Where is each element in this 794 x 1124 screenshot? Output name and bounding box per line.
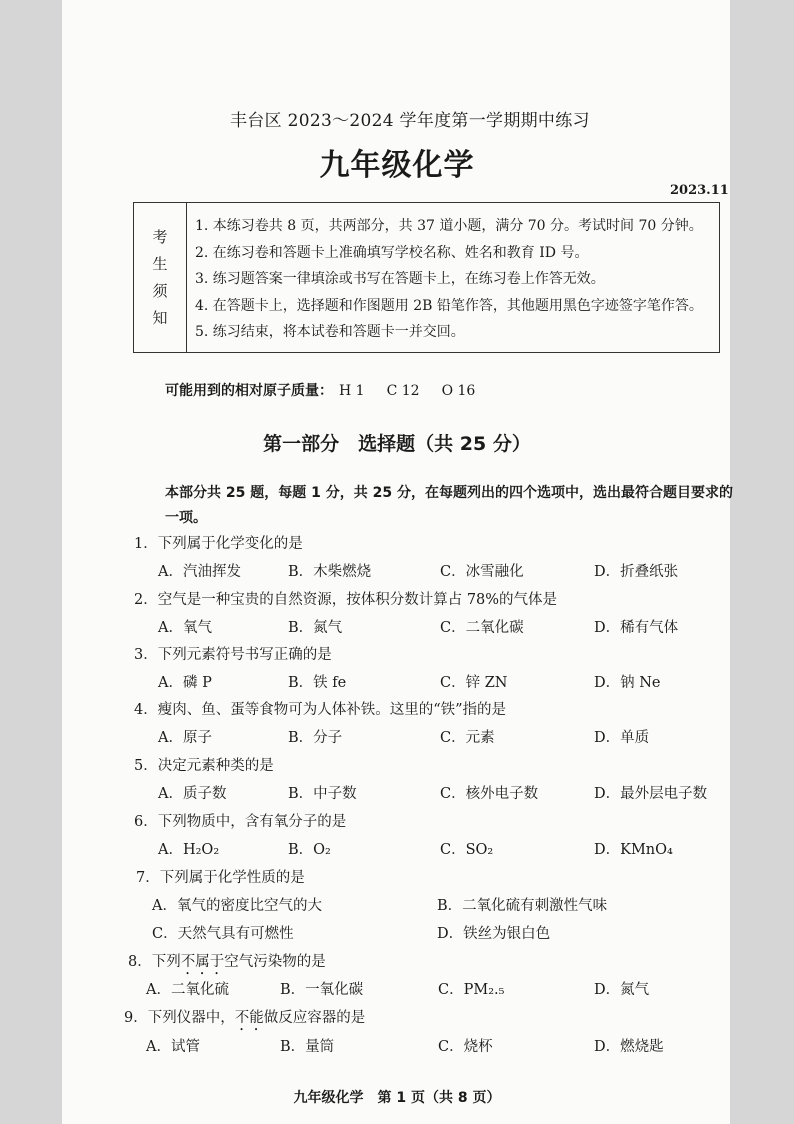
option-a: A．试管 bbox=[146, 1039, 200, 1055]
stem-text: 空气污染物的是 bbox=[224, 954, 326, 970]
exam-title: 九年级化学 bbox=[319, 148, 475, 183]
option-d: D．铁丝为银白色 bbox=[437, 926, 551, 942]
option-a: A．磷 P bbox=[158, 675, 212, 691]
option-c: C．天然气具有可燃性 bbox=[152, 926, 294, 942]
notice-label-char: 生 bbox=[152, 254, 168, 273]
question-stem bbox=[128, 950, 326, 978]
notice-label-char: 知 bbox=[152, 308, 168, 327]
question-stem: 2．空气是一种宝贵的自然资源，按体积分数计算占 78%的气体是 bbox=[134, 592, 558, 608]
part-instructions bbox=[133, 481, 733, 531]
option-c: C．SO₂ bbox=[440, 842, 494, 858]
atomic-mass-value: O 16 bbox=[441, 383, 476, 399]
option-d: D．氮气 bbox=[594, 982, 650, 998]
stem-text: 9．下列仪器中， bbox=[124, 1010, 235, 1026]
atomic-mass-label: 可能用到的相对原子质量： bbox=[165, 383, 333, 399]
option-c: C．冰雪融化 bbox=[440, 564, 524, 580]
question-stem: 1．下列属于化学变化的是 bbox=[134, 536, 303, 552]
option-b: B．中子数 bbox=[288, 786, 357, 802]
notice-item: 2. 在练习卷和答题卡上准确填写学校名称、姓名和教育 ID 号。 bbox=[195, 244, 589, 261]
atomic-mass-value: C 12 bbox=[386, 383, 420, 399]
question-stem: 6．下列物质中，含有氧分子的是 bbox=[134, 814, 347, 830]
option-a: A．原子 bbox=[158, 730, 212, 746]
page-footer: 九年级化学 第 1 页（共 8 页） bbox=[293, 1090, 501, 1106]
option-a: A．汽油挥发 bbox=[158, 564, 241, 580]
option-d: D．燃烧匙 bbox=[594, 1039, 664, 1055]
notice-label-char: 须 bbox=[152, 281, 168, 300]
question-stem bbox=[124, 1006, 365, 1034]
option-d: D．稀有气体 bbox=[594, 620, 679, 636]
notice-item: 5. 练习结束，将本试卷和答题卡一并交回。 bbox=[195, 324, 465, 340]
question-stem: 7．下列属于化学性质的是 bbox=[136, 870, 305, 886]
option-a: A．质子数 bbox=[158, 786, 227, 802]
stem-emphasis: 不能 bbox=[234, 1010, 264, 1026]
option-c: C．核外电子数 bbox=[440, 786, 539, 802]
option-b: B．一氧化碳 bbox=[280, 982, 364, 998]
question-stem: 3．下列元素符号书写正确的是 bbox=[134, 647, 332, 663]
exam-subtitle: 丰台区 2023～2024 学年度第一学期期中练习 bbox=[230, 111, 590, 131]
option-b: B．二氧化硫有刺激性气味 bbox=[437, 898, 608, 914]
atomic-mass-line bbox=[165, 380, 475, 400]
option-c: C．锌 ZN bbox=[440, 675, 508, 691]
option-a: A．氧气 bbox=[158, 620, 212, 636]
notice-label-char: 考 bbox=[152, 227, 168, 246]
option-b: B．分子 bbox=[288, 730, 343, 746]
option-b: B．量筒 bbox=[280, 1039, 335, 1055]
option-d: D．KMnO₄ bbox=[594, 842, 673, 858]
notice-list bbox=[187, 203, 703, 352]
notice-label bbox=[134, 203, 187, 352]
option-a: A．H₂O₂ bbox=[158, 842, 220, 858]
question-stem: 5．决定元素种类的是 bbox=[134, 758, 274, 774]
option-b: B．木柴燃烧 bbox=[288, 564, 372, 580]
part-instructions-text: 本部分共 25 题，每题 1 分，共 25 分，在每题列出的四个选项中，选出最符合题目要求的一项。 bbox=[165, 485, 733, 526]
option-d: D．折叠纸张 bbox=[594, 564, 679, 580]
option-b: B．氮气 bbox=[288, 620, 343, 636]
option-c: C．烧杯 bbox=[438, 1039, 493, 1055]
stem-text: 8．下列 bbox=[128, 954, 181, 970]
notice-item: 1. 本练习卷共 8 页，共两部分，共 37 道小题，满分 70 分。考试时间 70 分钟。 bbox=[195, 218, 703, 234]
option-d: D．钠 Ne bbox=[594, 675, 661, 691]
option-b: B．铁 fe bbox=[288, 675, 347, 691]
option-b: B．O₂ bbox=[288, 842, 331, 858]
option-c: C．PM₂.₅ bbox=[438, 982, 505, 998]
option-c: C．元素 bbox=[440, 730, 495, 746]
notice-item: 3. 练习题答案一律填涂或书写在答题卡上，在练习卷上作答无效。 bbox=[195, 271, 605, 287]
notice-box bbox=[133, 202, 720, 353]
exam-date: 2023.11 bbox=[670, 183, 729, 198]
option-d: D．单质 bbox=[594, 730, 650, 746]
option-c: C．二氧化碳 bbox=[440, 620, 524, 636]
stem-text: 做反应容器的是 bbox=[263, 1010, 366, 1026]
atomic-mass-value: H 1 bbox=[339, 383, 365, 399]
stem-emphasis: 不属于 bbox=[180, 954, 225, 970]
part-title: 第一部分 选择题（共 25 分） bbox=[263, 433, 531, 455]
notice-item: 4. 在答题卡上，选择题和作图题用 2B 铅笔作答，其他题用黑色字迹签字笔作答。 bbox=[195, 297, 703, 314]
option-a: A．氧气的密度比空气的大 bbox=[152, 898, 322, 914]
question-stem: 4．瘦肉、鱼、蛋等食物可为人体补铁。这里的“铁”指的是 bbox=[134, 702, 507, 718]
option-d: D．最外层电子数 bbox=[594, 786, 708, 802]
option-a: A．二氧化硫 bbox=[146, 982, 229, 998]
